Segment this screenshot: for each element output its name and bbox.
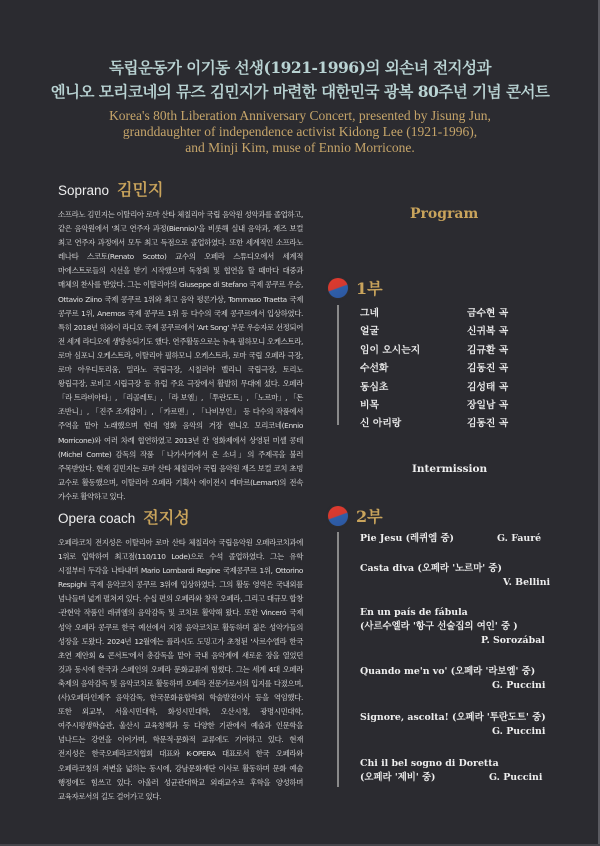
program-piece [360, 711, 560, 739]
song-title: 신 아리랑 [360, 418, 402, 429]
piece-composer: P. Sorozábal [481, 635, 545, 646]
part2-heading [328, 504, 383, 527]
piece-title: Pie Jesu (레퀴엠 중) [360, 533, 454, 544]
title-english-line3: and Minji Kim, muse of Ennio Morricone. [185, 140, 415, 155]
song-composer: 김동진 곡 [467, 363, 509, 374]
title-english-line1: Korea's 80th Liberation Anniversary Concert, presented by Jisung Jun, [109, 108, 491, 123]
coach-bio: 오페라코치 전지성은 이탈리아 로마 산타 체칠리아 국립음악원 오페라코치과에 1위로 입학하여 최고점(110/110 Lode)으로 수석 졸업하였다. 그는 유학 시절부터 두각을 나타내며 Mario Lombardi Regine 국제콩쿠르 1위, Ottorino Respighi 국제 음악코치 콩쿠르 3위에 입상하였다. 그의 활동 영역은 국내외를 넘나들며 넓게 펼쳐져 있다. 수십 편의 오페라와 창작 오페라, 그리고 대규모 합창·관현악 작품인 레퀴엠의 음악감독 및 코치로 활약해 왔다. 또한 Vinceró 국제 성악 오페라 콩쿠르 한국 예선에서 지정 음악코치로 활동하며 젊은 성악가들의 성장을 도왔다. 2024년 12월에는 플라시도 도밍고가 초청된 '사르수엘라 한국 초연 제안회 & 콘서트'에서 총감독을 맡아 국내 음악계에 새로운 장을 열었던 것과 동시에 한국과 스페인의 오페라 문화교류에 힘썼다. 그는 세계 4대 오페라 축제의 음악감독 및 음악코치로 활동하며 오페라 전문가로서의 입지를 다졌으며, (사)오페라인제주 음악감독, 한국문화융합학회 학술발전이사 등을 역임했다. 또한 외교부, 서울시민대학, 화성시민대학, 오산시청, 광명시민대학, 여주시평생학습관, 울산시 교육청책과 등 다양한 기관에서 예술과 인문학을 넘나드는 강연을 이어가며, 학문적·문화적 교류에도 기여하고 있다. 현재 전지성은 한국오페라코치협회 대표와 K-OPERA 대표로서 한국 오페라와 오페라코칭의 저변을 넓히는 동시에, 강남문화재단 이사로 활동하며 문화 예술 행정에도 힘쓰고 있다. 아울러 성균관대학교 외래교수로 후학을 양성하며 교육자로서의 길도 걸어가고 있다. [58, 538, 303, 801]
song-title: 수선화 [360, 363, 389, 374]
song-title: 비목 [360, 400, 379, 411]
title-english [0, 108, 600, 156]
soprano-heading [58, 177, 303, 200]
song-composer: 김동진 곡 [467, 418, 509, 429]
coach-heading [58, 505, 303, 528]
program-piece [360, 606, 560, 648]
part2-divider-line [337, 532, 339, 787]
song-composer: 김규환 곡 [467, 345, 509, 356]
taegeuk-icon [328, 278, 348, 298]
piece-title: En un país de fábula [360, 607, 468, 618]
part2-label: 2부 [356, 507, 383, 526]
coach-name: 전지성 [143, 508, 190, 527]
song-composer: 신귀복 곡 [467, 326, 509, 337]
soprano-section [58, 177, 303, 504]
piece-composer: G. Puccini [489, 772, 543, 783]
piece-title: Quando me'n vo' (오페라 '라보엠' 중) [360, 666, 536, 677]
soprano-bio: 소프라노 김민지는 이탈리아 로마 산타 체칠리아 국립 음악원 성악과를 졸업하고, 같은 음악원에서 '최고 연주자 과정(Biennio)'을 비롯해 실내 음악과, 재즈 보컬 최고 연주자 과정에서 모두 최고 득점으로 졸업하였다. 또한 세계적인 소프라노 레나타 스코토(Renato Scotto) 교수의 오페라 스튜디오에서 세계적 마에스트로들의 시선을 받기 시작했으며 독창회 및 협연을 할 때마다 대중과 매체의 찬사를 받았다. 그는 이탈리아의 Giuseppe di Stefano 국제 콩쿠르 우승, Ottavio Ziino 국제 콩쿠르 1위와 최고 음악 평론가상, Tommaso Traetta 국제 콩쿠르 1위, Anemos 국제 콩쿠르 1위 등 다수의 국제 콩쿠르에서 입상하였다. 특히 2018년 하와이 라디오 국제 콩쿠르에서 'Art Song' 부문 우승자로 선정되어 전 세계 라디오에 생방송되기도 했다. 연주활동으로는 뉴욕 필하모니 오케스트라, 로마 심포니 오케스트라, 이탈리아 필하모니 오케스트라, 로마 국립 오페라 극장, 로마 아우디토리움, 밀라노 국립극장, 시칠리아 벨리니 국립극장, 토리노 왕립극장, 로비고 시립극장 등 유럽 주요 극장에서 활발히 무대에 섰다. 오페라 「라 트라비아타」, 「리골레토」, 「라 보엠」, 「투란도트」, 「노르마」, 「돈 조반니」, 「진주 조개잡이」, 「카르멘」, 「나비부인」 등 다수의 작품에서 주역을 맡아 노래했으며 현대 영화 음악의 거장 엔니오 모리코네(Ennio Morricone)와 여러 차례 협연하였고 2013년 칸 영화제에서 상영된 미셸 콩테(Michel Comte) 감독의 작품 「나가사키에서 온 소녀」의 주제곡을 불러 주목받았다. 현재 김민지는 로마 산타 체칠리아 국립 음악원 재즈 보컬 코치 초빙 교수로 활동했으며, 이탈리아 오페라 기획사 에이전시 레마르(Lemart)의 전속 가수로 활약하고 있다. [58, 210, 303, 501]
soprano-role: Soprano [58, 183, 110, 198]
intermission-label: Intermission [412, 463, 488, 475]
taegeuk-icon [328, 506, 348, 526]
song-composer: 장일남 곡 [467, 400, 509, 411]
page-header [0, 56, 600, 156]
song-title: 동심초 [360, 382, 389, 393]
program-title: Program [410, 206, 479, 222]
piece-title: Casta diva (오페라 '노르마' 중) [360, 563, 502, 574]
program-piece [360, 532, 560, 546]
program-piece [360, 665, 560, 693]
piece-title: Signore, ascolta! (오페라 '투란도트' 중) [360, 712, 546, 723]
song-composer: 김성태 곡 [467, 382, 509, 393]
part1-heading [328, 276, 383, 299]
title-korean [0, 56, 600, 104]
song-composer: 금수현 곡 [467, 308, 509, 319]
song-title: 임이 오시는지 [360, 345, 421, 356]
title-korean-line2: 엔니오 모리코네의 뮤즈 김민지가 마련한 대한민국 광복 80주년 기념 콘서트 [50, 82, 550, 101]
title-english-line2: granddaughter of independence activist Kidong Lee (1921-1996), [122, 124, 478, 139]
program-piece [360, 757, 560, 785]
program-piece [360, 562, 560, 590]
piece-composer: G. Puccini [492, 726, 546, 737]
piece-composer: V. Bellini [503, 577, 551, 588]
part1-divider-line [337, 305, 339, 425]
piece-title: Chi il bel sogno di Doretta [360, 758, 499, 769]
song-title: 얼굴 [360, 326, 379, 337]
piece-subtitle: (오페라 '제비' 중) [360, 772, 436, 783]
song-title: 그네 [360, 308, 379, 319]
part1-label: 1부 [356, 279, 383, 298]
piece-composer: G. Fauré [497, 533, 542, 544]
coach-section [58, 505, 303, 804]
title-korean-line1: 독립운동가 이기동 선생(1921-1996)의 외손녀 전지성과 [109, 58, 491, 77]
coach-role: Opera coach [58, 511, 136, 526]
soprano-name: 김민지 [117, 180, 164, 199]
piece-subtitle: (사르수엘라 '항구 선술집의 여인' 중 ) [360, 621, 518, 632]
piece-composer: G. Puccini [492, 680, 546, 691]
